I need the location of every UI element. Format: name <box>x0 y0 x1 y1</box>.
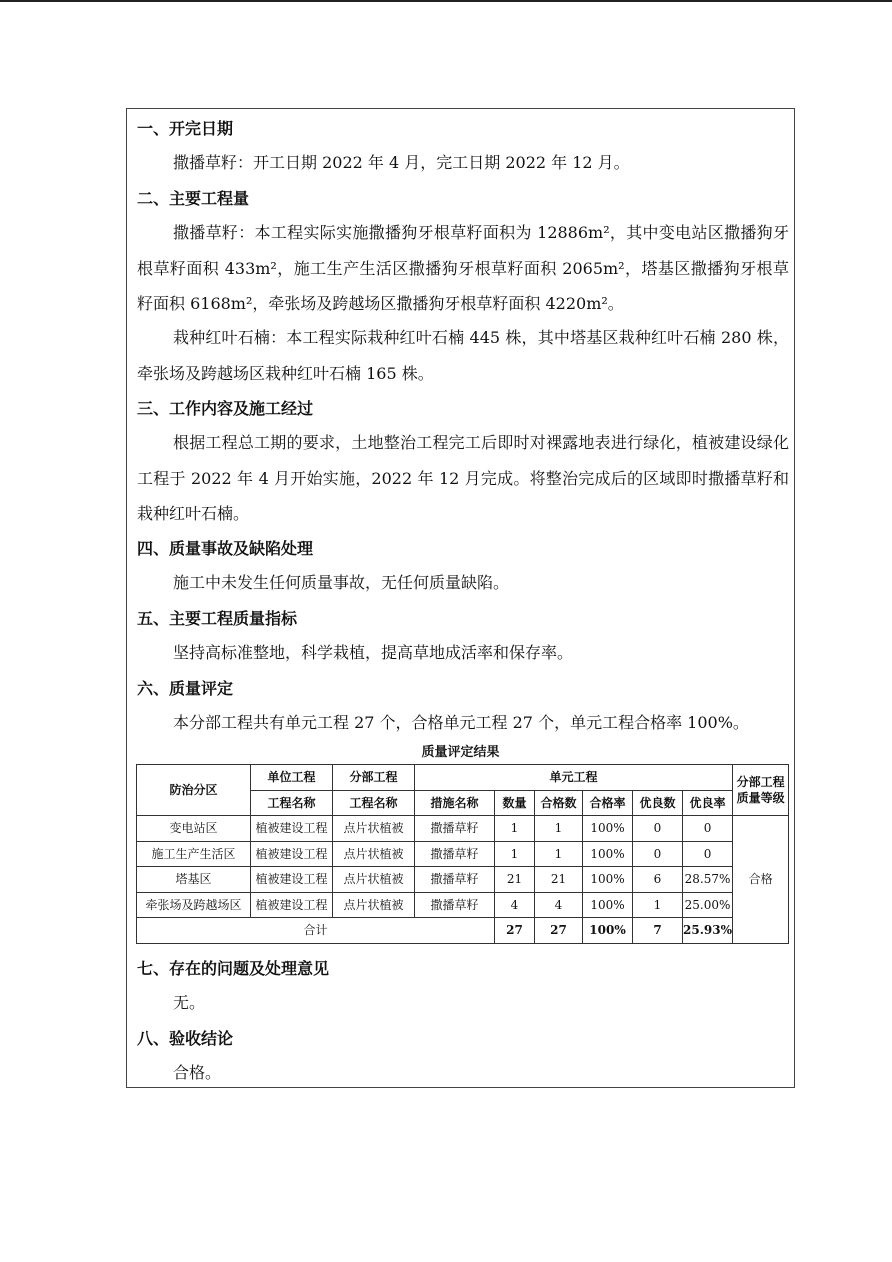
cell-count: 4 <box>495 892 535 918</box>
cell-unit: 植被建设工程 <box>251 841 333 867</box>
header-element-project: 单元工程 <box>415 765 733 791</box>
cell-qualified: 1 <box>535 841 583 867</box>
section-5-heading: 五、主要工程质量指标 <box>137 609 298 628</box>
cell-measure: 撒播草籽 <box>415 816 495 842</box>
section-6-heading: 六、质量评定 <box>137 679 234 698</box>
cell-count: 1 <box>495 816 535 842</box>
cell-total-excellent: 7 <box>633 918 683 944</box>
table-row <box>137 841 789 867</box>
cell-unit: 植被建设工程 <box>251 892 333 918</box>
section-4-heading: 四、质量事故及缺陷处理 <box>137 539 314 558</box>
cell-quality-grade: 合格 <box>733 816 789 944</box>
cell-excellent: 0 <box>633 841 683 867</box>
cell-qualified: 4 <box>535 892 583 918</box>
header-quality-grade: 分部工程质量等级 <box>733 765 789 816</box>
cell-sub: 点片状植被 <box>333 867 415 893</box>
section-8-heading: 八、验收结论 <box>137 1029 234 1048</box>
cell-measure: 撒播草籽 <box>415 867 495 893</box>
cell-sub: 点片状植被 <box>333 841 415 867</box>
cell-count: 1 <box>495 841 535 867</box>
table-header-row-1 <box>137 765 789 791</box>
section-1-heading: 一、开完日期 <box>137 119 234 138</box>
quality-assessment-table <box>136 764 789 944</box>
cell-measure: 撒播草籽 <box>415 892 495 918</box>
header-qualified: 合格数 <box>535 790 583 816</box>
cell-zone: 塔基区 <box>137 867 251 893</box>
cell-qualified-rate: 100% <box>583 892 633 918</box>
section-7-heading: 七、存在的问题及处理意见 <box>137 959 330 978</box>
cell-excellent-rate: 25.00% <box>683 892 733 918</box>
cell-excellent: 6 <box>633 867 683 893</box>
cell-total-qualified: 27 <box>535 918 583 944</box>
document-frame <box>126 108 795 1088</box>
cell-excellent-rate: 28.57% <box>683 867 733 893</box>
cell-count: 21 <box>495 867 535 893</box>
cell-unit: 植被建设工程 <box>251 867 333 893</box>
table-caption: 质量评定结果 <box>421 745 500 760</box>
header-zone: 防治分区 <box>137 765 251 816</box>
top-edge-rule <box>0 0 892 2</box>
cell-total-label: 合计 <box>137 918 495 944</box>
section-2-paragraph-photinia: 栽种红叶石楠：本工程实际栽种红叶石楠 445 株，其中塔基区栽种红叶石楠 280 株，牵张场及跨越场区栽种红叶石楠 165 株。 <box>137 328 789 383</box>
cell-sub: 点片状植被 <box>333 816 415 842</box>
header-measure: 措施名称 <box>415 790 495 816</box>
cell-sub: 点片状植被 <box>333 892 415 918</box>
cell-zone: 施工生产生活区 <box>137 841 251 867</box>
section-3-heading: 三、工作内容及施工经过 <box>137 399 314 418</box>
cell-excellent: 0 <box>633 816 683 842</box>
cell-qualified: 1 <box>535 816 583 842</box>
header-project-name: 工程名称 <box>251 790 333 816</box>
cell-qualified-rate: 100% <box>583 841 633 867</box>
cell-total-count: 27 <box>495 918 535 944</box>
table-row <box>137 867 789 893</box>
cell-excellent: 1 <box>633 892 683 918</box>
section-5-paragraph: 坚持高标准整地，科学栽植，提高草地成活率和保存率。 <box>173 643 574 662</box>
section-6-paragraph: 本分部工程共有单元工程 27 个，合格单元工程 27 个，单元工程合格率 100%。 <box>173 713 749 732</box>
cell-zone: 牵张场及跨越场区 <box>137 892 251 918</box>
section-8-paragraph: 合格。 <box>173 1063 222 1082</box>
table-row <box>137 892 789 918</box>
section-1-paragraph: 撒播草籽：开工日期 2022 年 4 月，完工日期 2022 年 12 月。 <box>173 153 630 172</box>
table-row <box>137 816 789 842</box>
cell-measure: 撒播草籽 <box>415 841 495 867</box>
header-sub-project: 分部工程 <box>333 765 415 791</box>
section-2-paragraph-grass: 撒播草籽：本工程实际实施撒播狗牙根草籽面积为 12886m²，其中变电站区撒播狗牙根草籽面积 433m²，施工生产生活区撒播狗牙根草籽面积 2065m²，塔基区撒播狗牙根草籽面积 6168m²，牵张场及跨越场区撒播狗牙根草籽面积 4220m²。 <box>137 223 789 313</box>
section-4-paragraph: 施工中未发生任何质量事故，无任何质量缺陷。 <box>173 573 510 592</box>
cell-total-excellent-rate: 25.93% <box>683 918 733 944</box>
header-count: 数量 <box>495 790 535 816</box>
header-excellent: 优良数 <box>633 790 683 816</box>
cell-excellent-rate: 0 <box>683 841 733 867</box>
cell-zone: 变电站区 <box>137 816 251 842</box>
cell-qualified-rate: 100% <box>583 867 633 893</box>
header-unit-project: 单位工程 <box>251 765 333 791</box>
header-qualified-rate: 合格率 <box>583 790 633 816</box>
header-sub-project-name: 工程名称 <box>333 790 415 816</box>
cell-qualified-rate: 100% <box>583 816 633 842</box>
header-excellent-rate: 优良率 <box>683 790 733 816</box>
cell-qualified: 21 <box>535 867 583 893</box>
table-total-row <box>137 918 789 944</box>
section-7-paragraph: 无。 <box>173 993 206 1012</box>
cell-excellent-rate: 0 <box>683 816 733 842</box>
cell-total-qualified-rate: 100% <box>583 918 633 944</box>
section-3-paragraph: 根据工程总工期的要求，土地整治工程完工后即时对裸露地表进行绿化，植被建设绿化工程于 2022 年 4 月开始实施，2022 年 12 月完成。将整治完成后的区域即时撒播草籽和栽种红叶石楠。 <box>137 433 789 523</box>
cell-unit: 植被建设工程 <box>251 816 333 842</box>
section-2-heading: 二、主要工程量 <box>137 189 250 208</box>
